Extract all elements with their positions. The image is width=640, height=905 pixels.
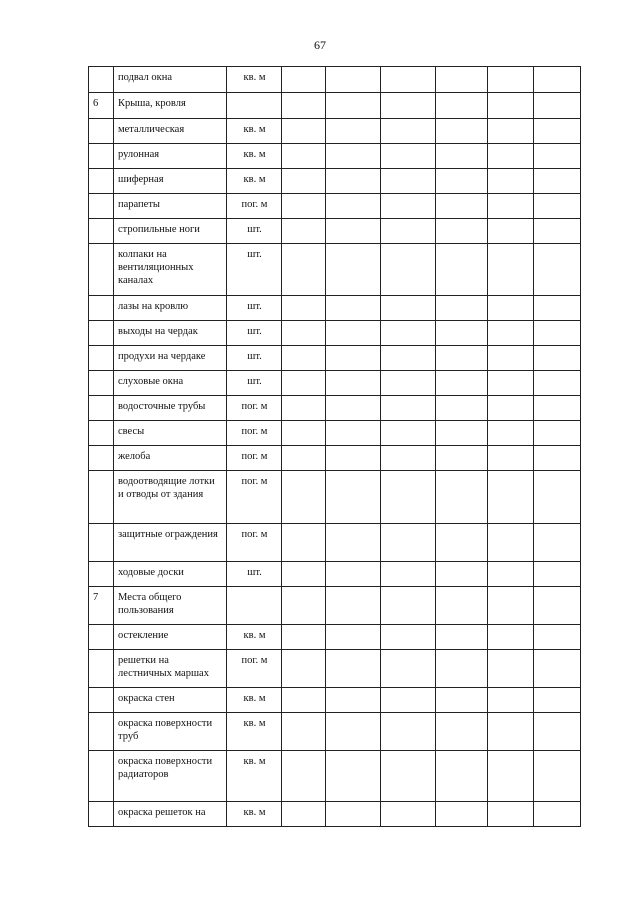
row-number [89, 562, 114, 587]
empty-cell [488, 688, 534, 713]
empty-cell [381, 751, 436, 802]
row-number [89, 751, 114, 802]
item-unit: кв. м [227, 144, 282, 169]
empty-cell [326, 471, 381, 524]
table-row [89, 244, 581, 296]
empty-cell [488, 625, 534, 650]
row-number [89, 471, 114, 524]
empty-cell [282, 67, 326, 93]
empty-cell [326, 524, 381, 562]
empty-cell [534, 446, 581, 471]
empty-cell [282, 219, 326, 244]
table-row [89, 562, 581, 587]
empty-cell [381, 67, 436, 93]
item-unit: кв. м [227, 67, 282, 93]
empty-cell [282, 802, 326, 827]
item-unit: пог. м [227, 524, 282, 562]
empty-cell [326, 93, 381, 119]
empty-cell [488, 169, 534, 194]
item-name: шиферная [114, 169, 227, 194]
empty-cell [534, 587, 581, 625]
row-number [89, 296, 114, 321]
row-number [89, 446, 114, 471]
empty-cell [488, 219, 534, 244]
item-name: водосточные трубы [114, 396, 227, 421]
empty-cell [381, 396, 436, 421]
row-number [89, 625, 114, 650]
empty-cell [381, 562, 436, 587]
empty-cell [381, 346, 436, 371]
row-number: 7 [89, 587, 114, 625]
table-row [89, 93, 581, 119]
item-unit: пог. м [227, 446, 282, 471]
empty-cell [326, 219, 381, 244]
row-number [89, 321, 114, 346]
item-name: рулонная [114, 144, 227, 169]
empty-cell [436, 713, 488, 751]
empty-cell [381, 421, 436, 446]
empty-cell [282, 296, 326, 321]
item-name: окраска решеток на [114, 802, 227, 827]
item-name: решетки на лестничных маршах [114, 650, 227, 688]
empty-cell [282, 625, 326, 650]
empty-cell [488, 244, 534, 296]
item-name: защитные ограждения [114, 524, 227, 562]
empty-cell [436, 446, 488, 471]
item-unit: шт. [227, 321, 282, 346]
row-number [89, 396, 114, 421]
item-name: выходы на чердак [114, 321, 227, 346]
empty-cell [282, 524, 326, 562]
empty-cell [326, 396, 381, 421]
table-row [89, 346, 581, 371]
empty-cell [436, 169, 488, 194]
empty-cell [282, 713, 326, 751]
empty-cell [381, 119, 436, 144]
empty-cell [326, 562, 381, 587]
empty-cell [282, 587, 326, 625]
empty-cell [381, 371, 436, 396]
item-unit: шт. [227, 371, 282, 396]
empty-cell [282, 169, 326, 194]
row-number [89, 713, 114, 751]
empty-cell [326, 713, 381, 751]
empty-cell [436, 650, 488, 688]
empty-cell [282, 650, 326, 688]
empty-cell [534, 688, 581, 713]
item-name: металлическая [114, 119, 227, 144]
empty-cell [534, 93, 581, 119]
empty-cell [381, 713, 436, 751]
empty-cell [488, 93, 534, 119]
empty-cell [534, 713, 581, 751]
empty-cell [326, 625, 381, 650]
empty-cell [436, 421, 488, 446]
empty-cell [282, 471, 326, 524]
empty-cell [436, 296, 488, 321]
empty-cell [436, 144, 488, 169]
empty-cell [326, 144, 381, 169]
empty-cell [282, 421, 326, 446]
row-number [89, 169, 114, 194]
table-row [89, 296, 581, 321]
empty-cell [282, 688, 326, 713]
table-body [89, 67, 581, 827]
item-name: водоотводящие лотки и отводы от здания [114, 471, 227, 524]
item-name: окраска поверхности радиаторов [114, 751, 227, 802]
empty-cell [381, 194, 436, 219]
empty-cell [282, 751, 326, 802]
empty-cell [436, 321, 488, 346]
row-number [89, 802, 114, 827]
empty-cell [381, 587, 436, 625]
empty-cell [436, 244, 488, 296]
empty-cell [326, 169, 381, 194]
empty-cell [326, 751, 381, 802]
item-name: парапеты [114, 194, 227, 219]
row-number [89, 244, 114, 296]
empty-cell [534, 346, 581, 371]
empty-cell [282, 396, 326, 421]
empty-cell [326, 650, 381, 688]
empty-cell [436, 471, 488, 524]
table-row [89, 194, 581, 219]
row-number [89, 194, 114, 219]
empty-cell [381, 244, 436, 296]
row-number [89, 144, 114, 169]
empty-cell [534, 751, 581, 802]
empty-cell [326, 446, 381, 471]
empty-cell [282, 446, 326, 471]
empty-cell [326, 802, 381, 827]
table-row [89, 446, 581, 471]
empty-cell [436, 67, 488, 93]
empty-cell [436, 194, 488, 219]
item-unit: кв. м [227, 169, 282, 194]
item-unit [227, 93, 282, 119]
item-unit: шт. [227, 244, 282, 296]
empty-cell [381, 144, 436, 169]
empty-cell [381, 446, 436, 471]
empty-cell [381, 219, 436, 244]
empty-cell [534, 625, 581, 650]
empty-cell [488, 396, 534, 421]
item-unit: пог. м [227, 194, 282, 219]
empty-cell [436, 587, 488, 625]
empty-cell [488, 144, 534, 169]
empty-cell [534, 524, 581, 562]
empty-cell [326, 296, 381, 321]
table-row [89, 587, 581, 625]
table-row [89, 713, 581, 751]
row-number [89, 688, 114, 713]
empty-cell [326, 371, 381, 396]
table-row [89, 524, 581, 562]
item-name: окраска стен [114, 688, 227, 713]
item-unit: пог. м [227, 421, 282, 446]
empty-cell [436, 751, 488, 802]
empty-cell [534, 296, 581, 321]
item-name: свесы [114, 421, 227, 446]
item-name: Крыша, кровля [114, 93, 227, 119]
empty-cell [381, 471, 436, 524]
empty-cell [534, 321, 581, 346]
empty-cell [488, 802, 534, 827]
table-row [89, 751, 581, 802]
empty-cell [436, 219, 488, 244]
inventory-table [88, 66, 581, 827]
empty-cell [282, 194, 326, 219]
empty-cell [326, 67, 381, 93]
table-row [89, 650, 581, 688]
page-number: 67 [314, 38, 326, 52]
empty-cell [488, 296, 534, 321]
item-name: остекление [114, 625, 227, 650]
item-name: подвал окна [114, 67, 227, 93]
table-row [89, 421, 581, 446]
empty-cell [488, 321, 534, 346]
table-row [89, 321, 581, 346]
empty-cell [488, 194, 534, 219]
row-number [89, 371, 114, 396]
empty-cell [282, 321, 326, 346]
empty-cell [381, 524, 436, 562]
empty-cell [534, 802, 581, 827]
empty-cell [282, 144, 326, 169]
empty-cell [282, 244, 326, 296]
empty-cell [282, 371, 326, 396]
item-unit: шт. [227, 562, 282, 587]
item-name: ходовые доски [114, 562, 227, 587]
row-number: 6 [89, 93, 114, 119]
empty-cell [326, 421, 381, 446]
table-row [89, 144, 581, 169]
empty-cell [282, 346, 326, 371]
row-number [89, 421, 114, 446]
item-unit: кв. м [227, 751, 282, 802]
empty-cell [381, 650, 436, 688]
empty-cell [534, 119, 581, 144]
empty-cell [534, 396, 581, 421]
empty-cell [282, 93, 326, 119]
empty-cell [488, 67, 534, 93]
empty-cell [326, 194, 381, 219]
empty-cell [488, 421, 534, 446]
item-unit [227, 587, 282, 625]
empty-cell [436, 562, 488, 587]
empty-cell [436, 625, 488, 650]
empty-cell [381, 169, 436, 194]
item-name: желоба [114, 446, 227, 471]
table-row [89, 67, 581, 93]
item-name: лазы на кровлю [114, 296, 227, 321]
empty-cell [534, 421, 581, 446]
table-row [89, 802, 581, 827]
table-row [89, 625, 581, 650]
empty-cell [282, 562, 326, 587]
item-unit: шт. [227, 296, 282, 321]
item-unit: кв. м [227, 625, 282, 650]
empty-cell [488, 119, 534, 144]
empty-cell [534, 371, 581, 396]
empty-cell [534, 67, 581, 93]
row-number [89, 67, 114, 93]
empty-cell [381, 625, 436, 650]
empty-cell [326, 346, 381, 371]
table-row [89, 371, 581, 396]
empty-cell [436, 524, 488, 562]
empty-cell [326, 587, 381, 625]
empty-cell [381, 802, 436, 827]
empty-cell [326, 244, 381, 296]
empty-cell [534, 562, 581, 587]
item-unit: пог. м [227, 396, 282, 421]
empty-cell [326, 119, 381, 144]
table-row [89, 219, 581, 244]
item-unit: пог. м [227, 471, 282, 524]
item-unit: пог. м [227, 650, 282, 688]
row-number [89, 524, 114, 562]
empty-cell [488, 562, 534, 587]
empty-cell [381, 321, 436, 346]
empty-cell [534, 219, 581, 244]
empty-cell [534, 650, 581, 688]
empty-cell [436, 119, 488, 144]
empty-cell [534, 244, 581, 296]
table-row [89, 119, 581, 144]
empty-cell [326, 688, 381, 713]
empty-cell [488, 751, 534, 802]
item-name: колпаки на вентиляционных каналах [114, 244, 227, 296]
empty-cell [381, 688, 436, 713]
empty-cell [488, 650, 534, 688]
empty-cell [488, 471, 534, 524]
empty-cell [436, 802, 488, 827]
item-name: продухи на чердаке [114, 346, 227, 371]
empty-cell [534, 194, 581, 219]
empty-cell [488, 346, 534, 371]
empty-cell [381, 296, 436, 321]
empty-cell [436, 688, 488, 713]
empty-cell [326, 321, 381, 346]
item-unit: кв. м [227, 688, 282, 713]
item-name: стропильные ноги [114, 219, 227, 244]
empty-cell [282, 119, 326, 144]
item-unit: кв. м [227, 713, 282, 751]
table-row [89, 688, 581, 713]
item-name: Места общего пользования [114, 587, 227, 625]
empty-cell [488, 587, 534, 625]
empty-cell [488, 524, 534, 562]
row-number [89, 650, 114, 688]
empty-cell [436, 346, 488, 371]
empty-cell [436, 396, 488, 421]
empty-cell [488, 446, 534, 471]
empty-cell [534, 471, 581, 524]
empty-cell [488, 713, 534, 751]
table-row [89, 169, 581, 194]
empty-cell [534, 144, 581, 169]
item-unit: кв. м [227, 119, 282, 144]
row-number [89, 119, 114, 144]
item-name: окраска поверхности труб [114, 713, 227, 751]
table-row [89, 396, 581, 421]
item-unit: шт. [227, 346, 282, 371]
item-name: слуховые окна [114, 371, 227, 396]
empty-cell [488, 371, 534, 396]
row-number [89, 346, 114, 371]
table-row [89, 471, 581, 524]
empty-cell [381, 93, 436, 119]
empty-cell [436, 93, 488, 119]
item-unit: кв. м [227, 802, 282, 827]
item-unit: шт. [227, 219, 282, 244]
empty-cell [534, 169, 581, 194]
empty-cell [436, 371, 488, 396]
row-number [89, 219, 114, 244]
